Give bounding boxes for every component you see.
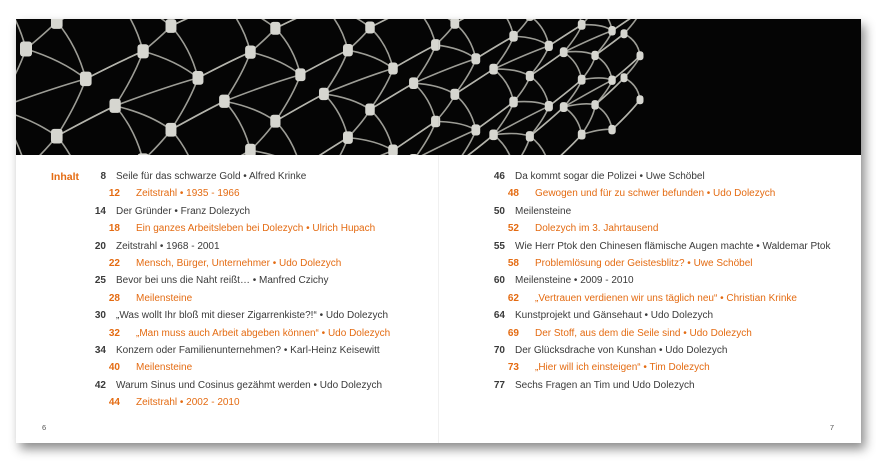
toc-page-number: 40 [108, 362, 120, 374]
toc-page-number: 34 [94, 344, 106, 356]
toc-page-number: 25 [94, 275, 106, 287]
toc-entry [439, 275, 861, 292]
cable-ferrule [450, 89, 459, 100]
toc-entry [16, 328, 438, 345]
cable-ferrule [450, 19, 459, 29]
cable-ferrule [343, 44, 353, 56]
toc-entry [439, 345, 861, 362]
toc-entry [16, 380, 438, 397]
toc-entry-title: Wie Herr Ptok den Chinesen flämische Augen machte • Waldemar Ptok [515, 240, 831, 252]
toc-entry-title: Warum Sinus und Cosinus gezähmt werden • Udo Dolezych [116, 379, 383, 391]
toc-page-number: 52 [507, 223, 519, 235]
toc-entry-title: Konzern oder Familienunternehmen? • Karl-Heinz Keisewitt [116, 344, 380, 356]
cable-ferrule [637, 95, 644, 104]
toc-entry [439, 241, 861, 258]
toc-entry-title: Der Stoff, aus dem die Seile sind • Udo Dolezych [535, 327, 752, 339]
toc-entry [439, 223, 861, 240]
right-page [439, 155, 861, 443]
toc-entry [16, 345, 438, 362]
toc-page-number: 22 [108, 257, 120, 269]
toc-list-left [16, 171, 438, 414]
cable-ferrule [193, 71, 204, 85]
cable-ferrule [489, 129, 497, 140]
toc-entry [16, 258, 438, 275]
toc-entry [16, 293, 438, 310]
toc-page-number: 69 [507, 327, 519, 339]
toc-page-number: 77 [493, 379, 505, 391]
toc-entry-title: Gewogen und für zu schwer befunden • Udo Dolezych [535, 188, 776, 200]
cable-ferrule [637, 51, 644, 60]
toc-page-number: 8 [100, 171, 106, 182]
toc-entry [16, 223, 438, 240]
toc-page-number: 44 [108, 397, 120, 409]
cable-ferrule [608, 75, 615, 84]
toc-entry-title: Meilensteine [136, 292, 193, 304]
toc-page-number: 55 [493, 240, 505, 252]
cable-ferrule [545, 101, 553, 111]
cable-ferrule [20, 42, 32, 57]
toc-list-right [439, 171, 861, 397]
toc-page-number: 12 [108, 188, 120, 200]
toc-page-number: 46 [493, 171, 505, 182]
toc-entry [439, 293, 861, 310]
cable-ferrule [80, 72, 92, 87]
cable-ferrule [509, 31, 517, 42]
toc-entry-title: Problemlösung oder Geistesblitz? • Uwe Schöbel [535, 257, 753, 269]
cable-ferrule [471, 53, 480, 64]
toc-entry-title: Meilensteine • 2009 - 2010 [515, 275, 634, 287]
toc-entry [439, 206, 861, 223]
page-number-left: 6 [42, 423, 47, 432]
toc-page-number: 42 [94, 379, 106, 391]
cable-ferrule [365, 21, 375, 33]
toc-entry [16, 241, 438, 258]
toc-entry [16, 397, 438, 414]
toc-page-number: 73 [507, 362, 519, 374]
cable-ferrule [51, 19, 63, 29]
cable-ferrule [621, 29, 628, 38]
toc-entry-title: Zeitstrahl • 1935 - 1966 [136, 188, 240, 200]
toc-entry-title: „Hier will ich einsteigen“ • Tim Dolezych [535, 362, 710, 374]
cable-ferrule [343, 131, 353, 143]
toc-page-number: 64 [493, 310, 505, 322]
toc-entry-title: Bevor bei uns die Naht reißt… • Manfred Czichy [116, 275, 329, 287]
toc-page-number: 20 [94, 240, 106, 252]
toc-entry [16, 310, 438, 327]
toc-entry-title: Kunstprojekt und Gänsehaut • Udo Dolezych [515, 310, 714, 322]
toc-entry-title: „Man muss auch Arbeit abgeben können“ • Udo Dolezych [136, 327, 391, 339]
cable-ferrule [560, 47, 568, 57]
toc-entry [16, 206, 438, 223]
toc-page-number: 60 [493, 275, 505, 287]
cable-ferrule [365, 103, 375, 115]
toc-entry-title: „Was wollt Ihr bloß mit dieser Zigarrenkiste?!“ • Udo Dolezych [116, 310, 389, 322]
toc-page-number: 70 [493, 344, 505, 356]
cable-ferrule [608, 26, 615, 35]
toc-entry [16, 362, 438, 379]
cable-ferrule [219, 95, 230, 108]
cable-ferrule [388, 144, 398, 155]
cable-ferrule [578, 130, 586, 140]
brochure-spread [16, 19, 861, 443]
toc-entry [16, 171, 438, 188]
toc-page-number: 28 [108, 292, 120, 304]
toc-entry-title: Da kommt sogar die Polizei • Uwe Schöbel [515, 171, 705, 182]
cable-ferrule [245, 144, 256, 155]
cable-ferrule [109, 99, 120, 113]
cable-ferrule [578, 75, 586, 85]
cable-ferrule [270, 115, 280, 128]
cable-ferrule [166, 19, 177, 33]
cable-ferrule [578, 20, 586, 30]
cable-ferrule [526, 131, 534, 141]
cable-ferrule [471, 124, 480, 135]
toc-page-number: 30 [94, 310, 106, 322]
page-number-right: 7 [829, 423, 834, 432]
toc-entry-title: Zeitstrahl • 2002 - 2010 [136, 397, 240, 409]
cable-ferrule [560, 102, 568, 112]
cable-ferrule [545, 41, 553, 51]
cable-ferrule [409, 77, 418, 89]
toc-entry-title: Seile für das schwarze Gold • Alfred Krinke [116, 171, 307, 182]
toc-entry [439, 362, 861, 379]
cable-ferrule [489, 64, 497, 75]
toc-entry [16, 188, 438, 205]
cable-ferrule [270, 22, 280, 35]
cable-ferrule [51, 129, 63, 144]
toc-entry-title: Der Glücksdrache von Kunshan • Udo Dolezych [515, 344, 728, 356]
toc-entry-title: Zeitstrahl • 1968 - 2001 [116, 240, 220, 252]
toc-page-number: 58 [507, 257, 519, 269]
toc-entry [439, 188, 861, 205]
cable-ferrule [388, 62, 398, 74]
toc-entry-title: Dolezych im 3. Jahrtausend [535, 223, 659, 235]
cable-ferrule [319, 88, 329, 100]
toc-page-number: 50 [493, 205, 505, 217]
toc-entry-title: Der Gründer • Franz Dolezych [116, 205, 251, 217]
cable-ferrule [166, 123, 177, 137]
cable-ferrule [526, 71, 534, 81]
toc-entry [439, 310, 861, 327]
toc-entry [16, 275, 438, 292]
cable-ferrule [608, 125, 615, 134]
toc-entry-title: Ein ganzes Arbeitsleben bei Dolezych • Ulrich Hupach [136, 223, 376, 235]
cable-ferrule [591, 100, 598, 109]
toc-entry-title: Meilensteine [136, 362, 193, 374]
cable-ferrule [295, 68, 305, 81]
toc-entry-title: Mensch, Bürger, Unternehmer • Udo Dolezych [136, 257, 342, 269]
toc-entry-title: Sechs Fragen an Tim und Udo Dolezych [515, 379, 695, 391]
cable-ferrule [509, 97, 517, 108]
toc-entry-title: „Vertrauen verdienen wir uns täglich neu“ • Christian Krinke [535, 292, 797, 304]
cable-ferrule [137, 44, 148, 58]
cable-ferrule [591, 51, 598, 60]
toc-entry [439, 328, 861, 345]
toc-entry [439, 258, 861, 275]
toc-entry-title: Meilensteine [515, 205, 572, 217]
left-page [16, 155, 438, 443]
toc-entry [439, 171, 861, 188]
toc-page-number: 18 [108, 223, 120, 235]
cable-ferrule [245, 45, 256, 58]
toc-page-number: 48 [507, 188, 519, 200]
toc-page-number: 62 [507, 292, 519, 304]
cable-ferrule [621, 73, 628, 82]
toc-entry [439, 380, 861, 397]
toc-page-number: 14 [94, 205, 106, 217]
toc-page-number: 32 [108, 327, 120, 339]
contents-heading: Inhalt [51, 171, 79, 183]
